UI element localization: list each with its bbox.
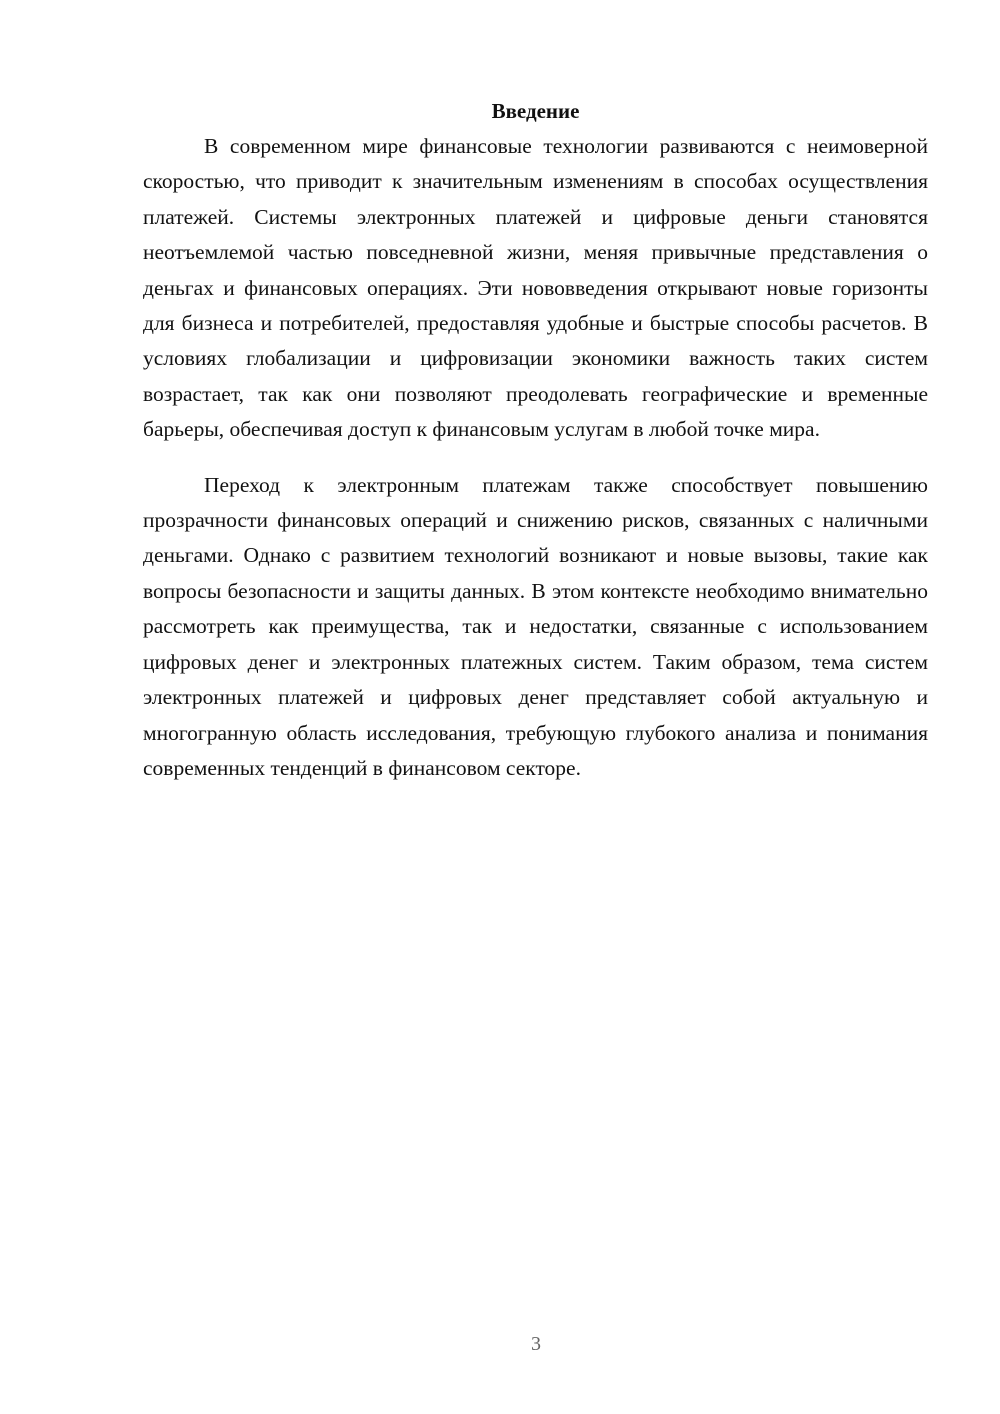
paragraph-1: В современном мире финансовые технологии развиваются с неимоверной скоростью, что приводит к значительным изменениям в способах осуществления платежей. Системы электронных платежей и цифровые деньги становятся неотъемлемой частью повседневной жизни, меняя привычные представления о деньгах и финансовых операциях. Эти нововведения открывают новые горизонты для бизнеса и потребителей, предоставляя удобные и быстрые способы расчетов. В условиях глобализации и цифровизации экономики важность таких систем возрастает, так как они позволяют преодолевать географические и временные барьеры, обеспечивая доступ к финансовым услугам в любой точке мира. — [143, 134, 928, 442]
section-title: Введение — [491, 99, 580, 123]
paragraph-2: Переход к электронным платежам также способствует повышению прозрачности финансовых операций и снижению рисков, связанных с наличными деньгами. Однако с развитием технологий возникают и новые вызовы, такие как вопросы безопасности и защиты данных. В этом контексте необходимо внимательно рассмотреть как преимущества, так и недостатки, связанные с использованием цифровых денег и электронных платежных систем. Таким образом, тема систем электронных платежей и цифровых денег представляет собой актуальную и многогранную область исследования, требующую глубокого анализа и понимания современных тенденций в финансовом секторе. — [143, 472, 928, 780]
page-content — [143, 94, 928, 786]
page-number: 3 — [531, 1333, 541, 1355]
